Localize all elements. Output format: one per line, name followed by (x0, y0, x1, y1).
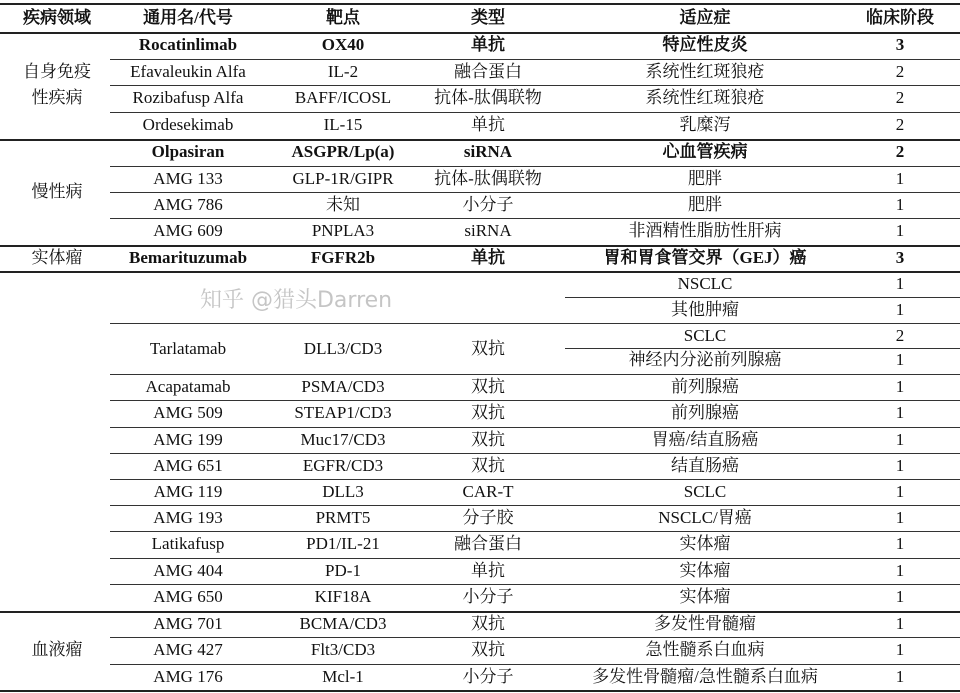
drug-name-cell: AMG 509 (153, 403, 223, 422)
indication-cell: 胃和胃食管交界（GEJ）癌 (603, 248, 807, 267)
drug-name-cell: Latikafusp (151, 534, 225, 553)
drug-name-cell: AMG 119 (153, 482, 223, 501)
target-cell: Muc17/CD3 (300, 430, 386, 449)
indication-cell: 实体瘤 (679, 587, 731, 606)
row-divider (110, 427, 960, 428)
modality-cell: 小分子 (462, 667, 514, 686)
phase-cell: 1 (895, 640, 905, 659)
modality-cell: 小分子 (462, 195, 514, 214)
modality-cell: 抗体-肽偶联物 (434, 88, 542, 107)
row-divider (110, 166, 960, 167)
target-cell: 未知 (326, 195, 360, 214)
target-cell: PSMA/CD3 (301, 377, 385, 396)
phase-cell: 2 (895, 88, 905, 107)
target-cell: BCMA/CD3 (299, 614, 387, 633)
drug-name-cell: AMG 133 (153, 169, 223, 188)
target-cell: KIF18A (314, 587, 372, 606)
column-header: 靶点 (326, 8, 360, 27)
drug-name-cell: AMG 404 (153, 561, 223, 580)
modality-cell: 小分子 (462, 587, 514, 606)
phase-cell: 2 (895, 115, 905, 134)
modality-cell: 双抗 (471, 614, 505, 633)
target-cell: OX40 (321, 35, 365, 54)
row-divider (110, 192, 960, 193)
row-divider (110, 453, 960, 454)
target-cell: STEAP1/CD3 (294, 403, 392, 422)
drug-name-cell: AMG 427 (153, 640, 223, 659)
disease-area-solid: 实体瘤 (31, 248, 83, 267)
table-rule (0, 690, 960, 692)
drug-name-cell: AMG 176 (153, 667, 223, 686)
row-divider (110, 637, 960, 638)
indication-cell: 前列腺癌 (671, 403, 739, 422)
target-cell: BAFF/ICOSL (294, 88, 392, 107)
modality-cell: siRNA (464, 221, 512, 240)
drug-name-cell: AMG 651 (153, 456, 223, 475)
phase-cell: 3 (895, 248, 905, 267)
target-cell: DLL3 (322, 482, 364, 501)
phase-cell: 1 (895, 508, 905, 527)
modality-cell: 单抗 (471, 561, 505, 580)
target-cell: IL-2 (327, 62, 359, 81)
phase-cell: 1 (895, 221, 905, 240)
table-rule (0, 245, 960, 247)
table-rule (0, 32, 960, 34)
row-divider (110, 584, 960, 585)
phase-cell: 2 (895, 142, 905, 161)
drug-name-cell: AMG 701 (153, 614, 223, 633)
target-cell: PD1/IL-21 (306, 534, 380, 553)
column-header: 临床阶段 (866, 8, 934, 27)
indication-cell: 神经内分泌前列腺癌 (628, 350, 782, 369)
table-rule (0, 271, 960, 273)
phase-cell: 1 (895, 587, 905, 606)
drug-name-cell: AMG 193 (153, 508, 223, 527)
row-divider (110, 59, 960, 60)
modality-cell: 双抗 (471, 377, 505, 396)
phase-cell: 2 (895, 326, 905, 345)
phase-cell: 1 (895, 534, 905, 553)
modality-cell: 融合蛋白 (454, 62, 522, 81)
indication-cell: 系统性红斑狼疮 (645, 88, 765, 107)
indication-cell: 心血管疾病 (662, 142, 748, 161)
target-cell: Flt3/CD3 (310, 640, 376, 659)
phase-cell: 1 (895, 614, 905, 633)
target-cell: PNPLA3 (311, 221, 375, 240)
target-cell: GLP-1R/GIPR (292, 169, 394, 188)
indication-cell: NSCLC/胃癌 (658, 508, 752, 527)
disease-area-chronic: 慢性病 (31, 182, 83, 201)
target-cell: EGFR/CD3 (302, 456, 384, 475)
modality-cell: 单抗 (471, 115, 505, 134)
indication-cell: 胃癌/结直肠癌 (651, 430, 759, 449)
phase-cell: 1 (895, 274, 905, 293)
target-cell: ASGPR/Lp(a) (291, 142, 395, 161)
indication-cell: 实体瘤 (679, 561, 731, 580)
modality-cell: 单抗 (471, 248, 505, 267)
target-cell: FGFR2b (310, 248, 376, 267)
drug-name-cell: Bemarituzumab (128, 248, 248, 267)
row-divider (110, 374, 960, 375)
column-header: 疾病领域 (23, 8, 91, 27)
target-cell: PRMT5 (315, 508, 371, 527)
disease-area-autoimmune: 自身免疫 性疾病 (23, 62, 91, 107)
indication-cell: 肥胖 (688, 169, 722, 188)
phase-cell: 1 (895, 377, 905, 396)
modality-cell: 单抗 (471, 35, 505, 54)
row-divider (565, 348, 960, 349)
row-divider (110, 505, 960, 506)
indication-cell: 其他肿瘤 (671, 300, 739, 319)
column-header: 适应症 (679, 8, 731, 27)
drug-name-cell: Tarlatamab (149, 339, 227, 358)
modality-cell: 融合蛋白 (454, 534, 522, 553)
indication-cell: 前列腺癌 (671, 377, 739, 396)
modality-cell: 双抗 (471, 339, 505, 358)
indication-cell: 非酒精性脂肪性肝病 (628, 221, 782, 240)
indication-cell: 肥胖 (688, 195, 722, 214)
indication-cell: 实体瘤 (679, 534, 731, 553)
phase-cell: 1 (895, 350, 905, 369)
modality-cell: CAR-T (462, 482, 514, 501)
row-divider (565, 297, 960, 298)
indication-cell: 急性髓系白血病 (645, 640, 765, 659)
row-divider (110, 664, 960, 665)
row-divider (110, 531, 960, 532)
drug-name-cell: Ordesekimab (142, 115, 234, 134)
row-divider (110, 400, 960, 401)
drug-name-cell: Efavaleukin Alfa (130, 62, 246, 81)
drug-name-cell: AMG 609 (153, 221, 223, 240)
modality-cell: siRNA (463, 142, 513, 161)
row-divider (110, 323, 960, 324)
drug-name-cell: AMG 199 (153, 430, 223, 449)
drug-name-cell: AMG 786 (153, 195, 223, 214)
phase-cell: 1 (895, 561, 905, 580)
target-cell: Mcl-1 (322, 667, 364, 686)
phase-cell: 1 (895, 403, 905, 422)
disease-area-blood: 血液瘤 (31, 640, 83, 659)
table-rule (0, 3, 960, 5)
target-cell: PD-1 (325, 561, 361, 580)
modality-cell: 双抗 (471, 640, 505, 659)
phase-cell: 3 (895, 35, 905, 54)
row-divider (110, 218, 960, 219)
drug-name-cell: AMG 650 (153, 587, 223, 606)
row-divider (110, 85, 960, 86)
column-header: 类型 (471, 8, 505, 27)
watermark: 知乎 @猎头Darren (200, 288, 393, 313)
modality-cell: 双抗 (471, 430, 505, 449)
drug-name-cell: Rocatinlimab (138, 35, 238, 54)
indication-cell: SCLC (683, 326, 727, 345)
modality-cell: 双抗 (471, 403, 505, 422)
row-divider (110, 112, 960, 113)
modality-cell: 分子胶 (462, 508, 514, 527)
phase-cell: 1 (895, 430, 905, 449)
phase-cell: 2 (895, 62, 905, 81)
modality-cell: 双抗 (471, 456, 505, 475)
modality-cell: 抗体-肽偶联物 (434, 169, 542, 188)
target-cell: DLL3/CD3 (303, 339, 383, 358)
row-divider (110, 479, 960, 480)
indication-cell: 多发性骨髓瘤/急性髓系白血病 (592, 667, 818, 686)
indication-cell: 结直肠癌 (671, 456, 739, 475)
drug-name-cell: Rozibafusp Alfa (132, 88, 244, 107)
phase-cell: 1 (895, 667, 905, 686)
indication-cell: 特应性皮炎 (662, 35, 748, 54)
indication-cell: SCLC (683, 482, 727, 501)
phase-cell: 1 (895, 195, 905, 214)
drug-name-cell: Olpasiran (151, 142, 225, 161)
indication-cell: 多发性骨髓瘤 (654, 614, 756, 633)
indication-cell: 系统性红斑狼疮 (645, 62, 765, 81)
phase-cell: 1 (895, 300, 905, 319)
table-rule (0, 139, 960, 141)
row-divider (110, 558, 960, 559)
table-rule (0, 611, 960, 613)
indication-cell: 乳糜泻 (679, 115, 731, 134)
phase-cell: 1 (895, 169, 905, 188)
target-cell: IL-15 (323, 115, 363, 134)
column-header: 通用名/代号 (143, 8, 233, 27)
drug-name-cell: Acapatamab (145, 377, 231, 396)
phase-cell: 1 (895, 482, 905, 501)
phase-cell: 1 (895, 456, 905, 475)
indication-cell: NSCLC (677, 274, 733, 293)
